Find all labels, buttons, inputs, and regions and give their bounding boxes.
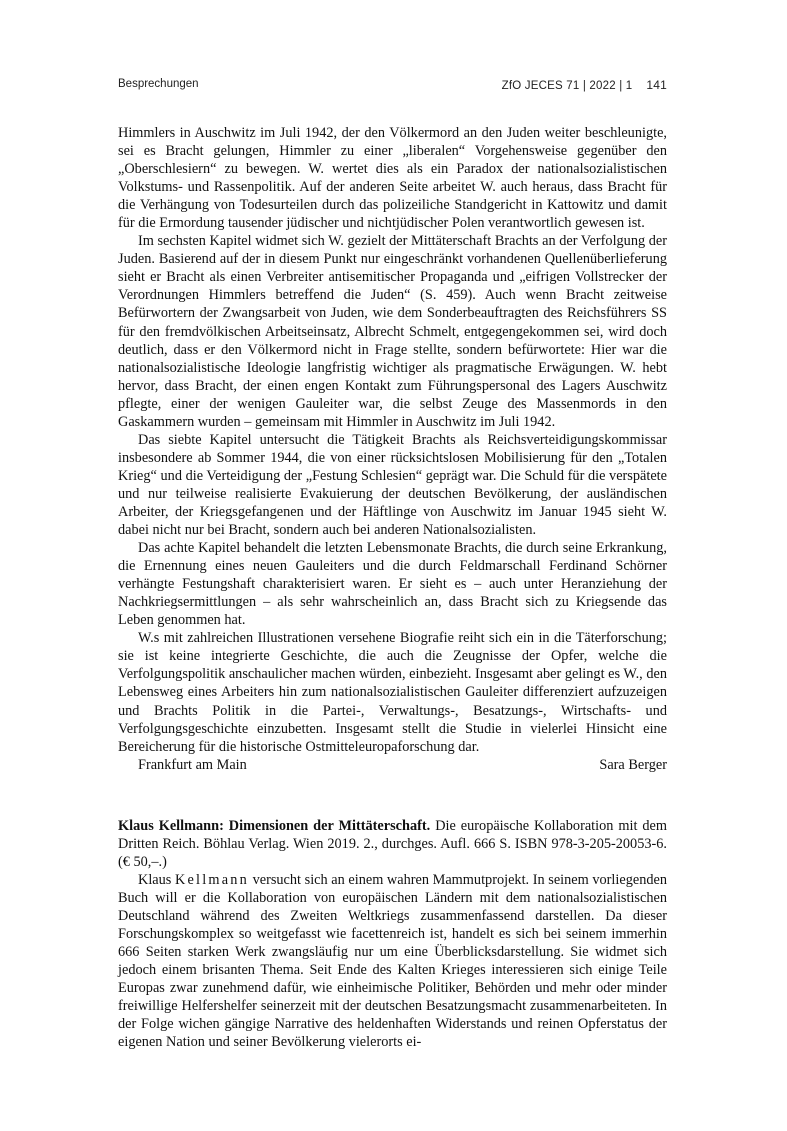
reviewer-place: Frankfurt am Main	[138, 756, 247, 773]
paragraph-text: versucht sich an einem wahren Mammutprojekt. In seinem vorliegenden Buch will er die Kollaboration von europäischen Ländern mit dem nationalsozialistischen Deutschland während des Zweiten Weltkriegs zusammenfassend darstellen. Da dieser Forschungskomplex so weitgefasst wie facettenreich ist, handelt es sich bei seinem immerhin 666 Seiten starken Werk zwangsläufig nur um eine Überblicksdarstellung. Sie widmet sich jedoch einem brisanten Thema. Seit Ende des Kalten Krieges interessieren sich einige Teile Europas zwar zunehmend dafür, wie einheimische Politiker, Behörden und mehr oder minder freiwillige Helfershelfer seinerzeit mit der deutschen Besatzungsmacht zusammenarbeiteten. In der Folge wichen gängige Narrative des heldenhaften Widerstands und reinen Opferstatus der eigenen Nation und seiner Bevölkerung vielerorts ei-	[118, 871, 667, 1051]
journal-citation: ZfO JECES 71 | 2022 | 1	[501, 80, 633, 92]
section-label: Besprechungen	[118, 78, 199, 90]
section-spacer	[118, 774, 667, 817]
paragraph: Im sechsten Kapitel widmet sich W. gezielt der Mittäterschaft Brachts an der Verfolgung der Juden. Basierend auf der in diesem Punkt nur eingeschränkt vorhandenen Quellenüberlieferung sieht er Bracht als einen Verbreiter antisemitischer Propaganda und „eifrigen Vollstrecker der Verordnungen Himmlers betreffend die Juden“ (S. 459). Auch wenn Bracht zeitweise Befürwortern der Zwangsarbeit von Juden, wie dem Sonderbeauftragten des Reichsführers SS für den fremdvölkischen Arbeitseinsatz, Albrecht Schmelt, entgegengekommen sei, wird doch deutlich, dass er den Völkermord nicht in Frage stellte, sondern befürwortete: Hier war die nationalsozialistische Ideologie langfristig wichtiger als pragmatische Erwägungen. W. hebt hervor, dass Bracht, der einen engen Kontakt zum Führungspersonal des Lagers Auschwitz pflegte, einer der wenigen Gauleiter war, die selbst Zeuge des Massenmords in den Gaskammern wurden – gemeinsam mit Himmler in Auschwitz im Juli 1942.	[118, 233, 667, 430]
paragraph: Das achte Kapitel behandelt die letzten Lebensmonate Brachts, die durch seine Erkrankung, die Ernennung eines neuen Gauleiters und die durch Feldmarschall Ferdinand Schörner verhängte Festungshaft charakterisiert waren. Er sieht es – auch unter Heranziehung der Nachkriegsermittlungen – als sehr wahrscheinlich an, dass Bracht sich zu Kriegsende das Leben genommen hat.	[118, 540, 667, 629]
running-header	[118, 78, 667, 96]
paragraph: Das siebte Kapitel untersucht die Tätigkeit Brachts als Reichsverteidigungskommissar insbesondere ab Sommer 1944, die von einer rücksichtslosen Mobilisierung für den „Totalen Krieg“ und die Verteidigung der „Festung Schlesien“ geprägt war. Die Schuld für die verspätete und nur teilweise realisierte Evakuierung der deutschen Bevölkerung, der ausländischen Arbeiter, der Kriegsgefangenen und der Häftlinge von Auschwitz im Januar 1945 sieht W. dabei nicht nur bei Bracht, sondern auch bei anderen Nationalsozialisten.	[118, 431, 667, 539]
journal-info	[502, 78, 667, 92]
review-title: Klaus Kellmann: Dimensionen der Mittäterschaft.	[118, 817, 431, 834]
review-heading	[118, 817, 667, 871]
reviewer-name: Sara Berger	[599, 756, 667, 773]
paragraph: Himmlers in Auschwitz im Juli 1942, der den Völkermord an den Juden weiter beschleunigte, sei es Bracht gelungen, Himmler zu einer „liberalen“ Vorgehensweise gegenüber den „Oberschlesiern“ zu bewegen. W. wertet dies als ein Paradox der nationalsozialistischen Volkstums- und Rassenpolitik. Auf der anderen Seite arbeitet W. auch heraus, dass Bracht für die Verhängung von Todesurteilen durch das polizeiliche Standgericht in Kattowitz und damit für die Ermordung tausender jüdischer und nichtjüdischer Polen verantwortlich gewesen ist.	[118, 125, 667, 232]
page-number: 141	[646, 78, 667, 92]
bibliographic-details: Die europäische Kollaboration mit dem Dritten Reich. Böhlau Verlag. Wien 2019. 2., durchges. Aufl. 666 S. ISBN 978-3-205-20053-6. (€ 50,–.)	[118, 817, 668, 870]
paragraph	[118, 871, 667, 1051]
paragraph: W.s mit zahlreichen Illustrationen versehene Biografie reiht sich ein in die Täterforschung; sie ist keine integrierte Geschichte, die auch die Zeugnisse der Opfer, welche die Verfolgungspolitik anschaulicher machen würden, einbezieht. Insgesamt aber gelingt es W., den Lebensweg eines Arbeiters hin zum nationalsozialistischen Gauleiter differenziert aufzuzeigen und Brachts Politik in die Partei-, Verwaltungs-, Besatzungs-, Wirtschafts- und Verfolgungsgeschichte einzubetten. Insgesamt stellt die Studie in vielerlei Hinsicht eine Bereicherung für die historische Ostmitteleuropaforschung dar.	[118, 630, 667, 755]
author-surname-spaced: Kellmann	[174, 871, 249, 888]
body-text	[118, 124, 667, 1051]
author-first-name: Klaus	[138, 871, 175, 888]
review-signature	[118, 756, 667, 774]
